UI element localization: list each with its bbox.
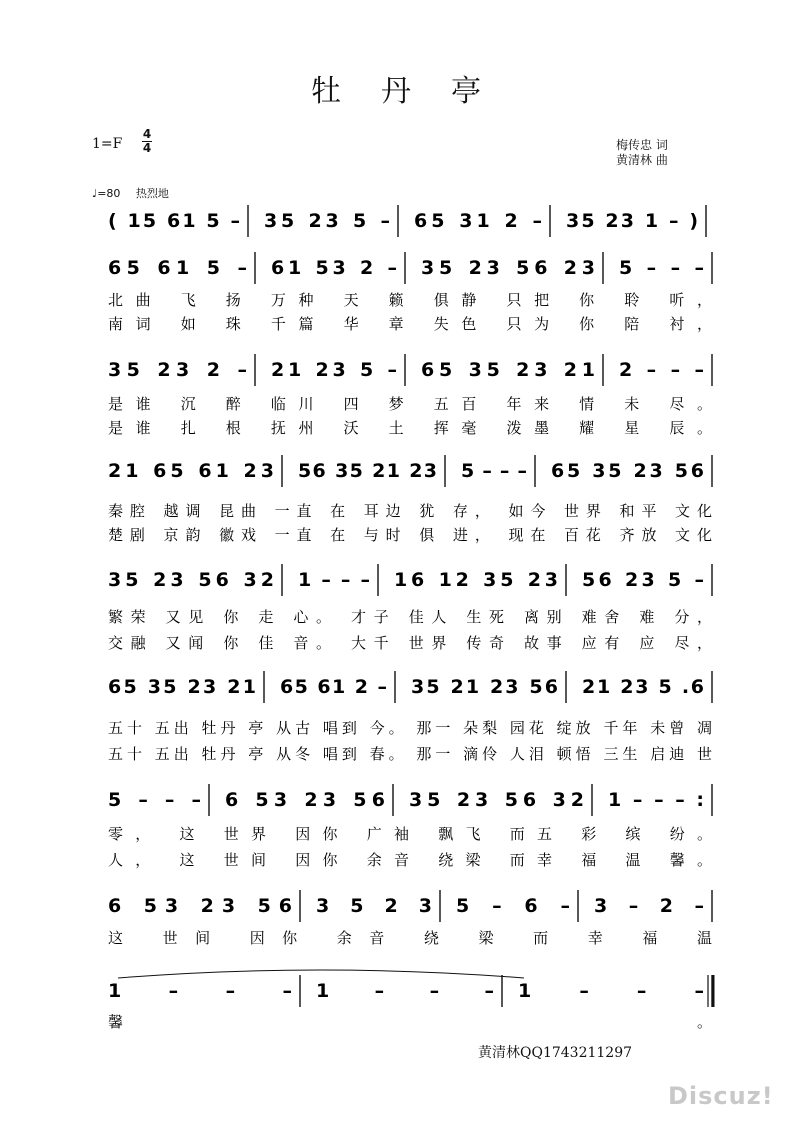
measure-notes: 35 21 23 56 bbox=[411, 676, 558, 698]
lyric-line: 这 世间 因你 余音 绕 梁 而 幸 福 温 bbox=[108, 929, 712, 947]
measure-notes: 1 – – – bbox=[108, 980, 292, 1002]
lyric-line: 人， 这 世间 因你 余音 绕梁 而幸 福 温 馨。 bbox=[108, 851, 712, 869]
measure-notes: 5 – – – bbox=[619, 257, 704, 279]
time-signature-top: 4 bbox=[142, 127, 152, 141]
lyric-line: 交融 又闻 你 佳 音。 大千 世界 传奇 故事 应有 应 尽， bbox=[108, 634, 712, 652]
measure-notes: 35 23 56 23 bbox=[421, 257, 595, 279]
measure-notes: 6 53 23 56 bbox=[108, 895, 292, 917]
measure-notes: 2 – – – bbox=[619, 359, 704, 381]
measure-notes: 21 23 5 – bbox=[271, 359, 397, 381]
lyric-line: 繁荣 又见 你 走 心。 才子 佳人 生死 离别 难舍 难 分， bbox=[108, 608, 712, 626]
lyric-line: 五十 五出 牡丹 亭 从冬 唱到 春。 那一 滴伶 人泪 顿悟 三生 启迪 世 bbox=[108, 745, 713, 763]
composer-credit: 黄清林 曲 bbox=[616, 153, 668, 167]
measure-notes: 1 – – – bbox=[518, 980, 704, 1002]
measure-notes: 21 65 61 23 bbox=[108, 460, 274, 482]
measure-notes: 65 61 2 – bbox=[280, 676, 387, 698]
measure-notes: 65 31 2 – bbox=[414, 210, 542, 232]
lyric-line: 是谁 沉 醉 临川 四 梦 五百 年来 情 未 尽。 bbox=[108, 395, 712, 413]
measure-notes: 35 23 2 – bbox=[108, 359, 247, 381]
measure-notes: 65 35 23 21 bbox=[421, 359, 595, 381]
lyric-line: 秦腔 越调 昆曲 一直 在 耳边 犹 存， 如今 世界 和平 文化 bbox=[108, 502, 712, 520]
measure-notes: 21 23 5 .6 bbox=[582, 676, 704, 698]
measure-notes: 1 – – – : bbox=[608, 789, 704, 811]
measure-notes: 3 – 2 – bbox=[594, 895, 704, 917]
lyric-line: 五十 五出 牡丹 亭 从古 唱到 今。 那一 朵梨 园花 绽放 千年 未曾 凋 bbox=[108, 719, 713, 737]
lyricist-credit: 梅传忠 词 bbox=[616, 138, 668, 152]
measure-notes: 5 – 6 – bbox=[456, 895, 570, 917]
time-signature-bottom: 4 bbox=[142, 141, 152, 155]
measure-notes: 1 – – – bbox=[316, 980, 494, 1002]
tie-arc bbox=[118, 970, 524, 978]
lyric-line: 楚剧 京韵 徽戏 一直 在 与时 俱 进， 现在 百花 齐放 文化 bbox=[108, 526, 712, 544]
measure-notes: ( 15 61 5 – bbox=[108, 210, 240, 232]
key-signature: 1=F bbox=[92, 136, 123, 152]
measure-notes: 35 23 56 32 bbox=[108, 569, 274, 591]
song-title: 牡丹亭 bbox=[311, 74, 521, 109]
measure-notes: 65 61 5 – bbox=[108, 257, 247, 279]
measure-notes: 65 35 23 56 bbox=[551, 460, 704, 482]
lyric-line: 南词 如 珠 千篇 华 章 失色 只为 你 陪 衬， bbox=[108, 315, 712, 333]
tempo-value: ♩=80 bbox=[92, 187, 121, 200]
signature: 黄清林QQ1743211297 bbox=[478, 1045, 633, 1061]
measure-notes: 16 12 35 23 bbox=[394, 569, 558, 591]
measure-notes: 5 – – – bbox=[461, 460, 527, 482]
measure-notes: 35 23 56 32 bbox=[409, 789, 584, 811]
measure-notes: 3 5 2 3 bbox=[316, 895, 432, 917]
measure-notes: 35 23 5 – bbox=[264, 210, 390, 232]
expression-text: 热烈地 bbox=[135, 187, 169, 200]
measure-notes: 56 35 21 23 bbox=[298, 460, 437, 482]
measure-notes: 65 35 23 21 bbox=[108, 676, 256, 698]
measure-notes: 6 53 23 56 bbox=[225, 789, 385, 811]
measure-notes: 5 – – – bbox=[108, 789, 201, 811]
measure-notes: 1 – – – bbox=[298, 569, 370, 591]
discuz-watermark: Discuz! bbox=[668, 1082, 774, 1110]
lyric-line: 北曲 飞 扬 万种 天 籁 俱静 只把 你 聆 听， bbox=[108, 291, 712, 309]
lyric-line: 馨。 bbox=[108, 1013, 712, 1031]
measure-notes: 56 23 5 – bbox=[582, 569, 704, 591]
measure-notes: 61 53 2 – bbox=[271, 257, 397, 279]
lyric-line: 零， 这 世界 因你 广袖 飘飞 而五 彩 缤 纷。 bbox=[108, 825, 712, 843]
lyric-line: 是谁 扎 根 抚州 沃 土 挥毫 泼墨 耀 星 辰。 bbox=[108, 419, 712, 437]
measure-notes: 35 23 1 – ) bbox=[566, 210, 698, 232]
